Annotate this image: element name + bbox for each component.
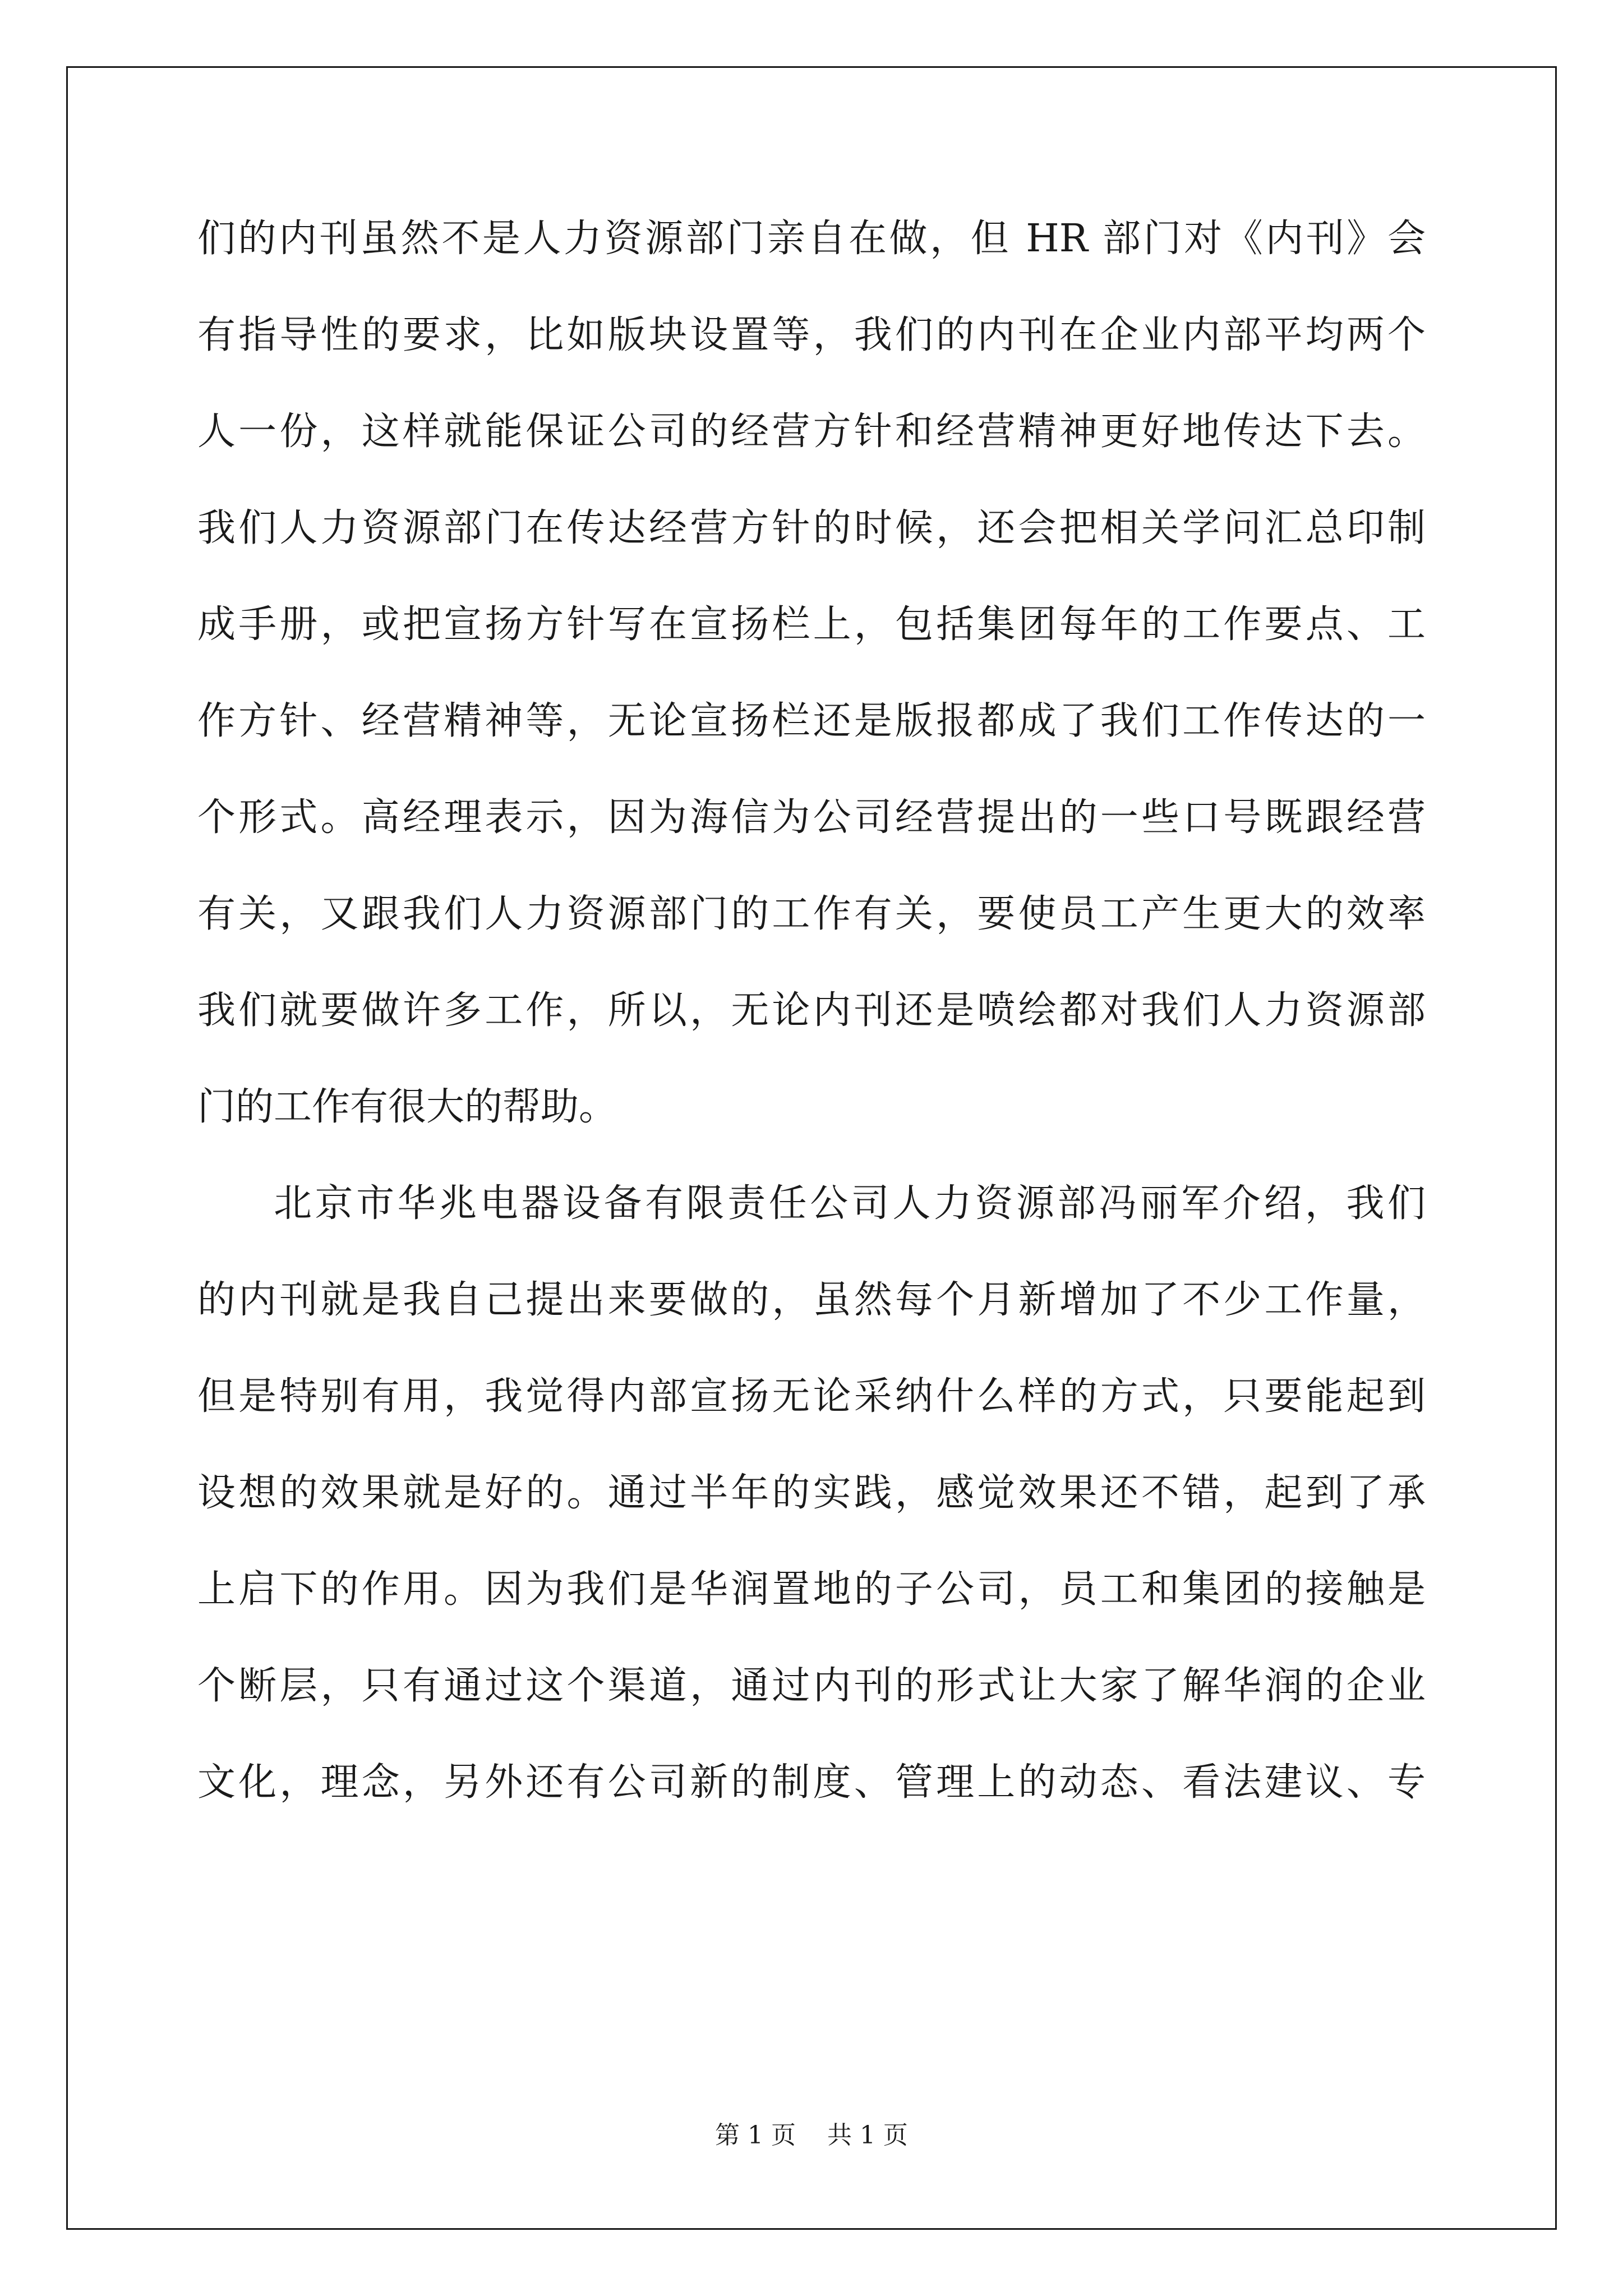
text-line: 北京市华兆电器设备有限责任公司人力资源部冯丽军介绍，我们 xyxy=(274,1181,1426,1226)
text-line: 的内刊就是我自己提出来要做的，虽然每个月新增加了不少工作量， xyxy=(197,1278,1426,1322)
text-line: 们的内刊虽然不是人力资源部门亲自在做，但 HR 部门对《内刊》会 xyxy=(197,217,1426,261)
text-line: 文化，理念，另外还有公司新的制度、管理上的动态、看法建议、专 xyxy=(197,1760,1426,1805)
document-body xyxy=(197,191,1426,1831)
text-line: 个形式。高经理表示，因为海信为公司经营提出的一些口号既跟经营 xyxy=(197,795,1426,840)
text-line: 有关，又跟我们人力资源部门的工作有关，要使员工产生更大的效率 xyxy=(197,892,1426,936)
text-line: 上启下的作用。因为我们是华润置地的子公司，员工和集团的接触是 xyxy=(197,1567,1426,1612)
text-line: 但是特别有用，我觉得内部宣扬无论采纳什么样的方式，只要能起到 xyxy=(197,1374,1426,1419)
text-line: 人一份，这样就能保证公司的经营方针和经营精神更好地传达下去。 xyxy=(197,409,1426,454)
text-line: 我们人力资源部门在传达经营方针的时候，还会把相关学问汇总印制 xyxy=(197,506,1426,550)
page-footer: 第 1 页 共 1 页 xyxy=(715,2121,908,2150)
text-line: 作方针、经营精神等，无论宣扬栏还是版报都成了我们工作传达的一 xyxy=(197,699,1426,743)
text-line: 设想的效果就是好的。通过半年的实践，感觉效果还不错，起到了承 xyxy=(197,1471,1426,1515)
text-line: 我们就要做许多工作，所以，无论内刊还是喷绘都对我们人力资源部 xyxy=(197,988,1426,1033)
text-line: 有指导性的要求，比如版块设置等，我们的内刊在企业内部平均两个 xyxy=(197,313,1426,357)
text-line: 个断层，只有通过这个渠道，通过内刊的形式让大家了解华润的企业 xyxy=(197,1664,1426,1708)
text-line: 门的工作有很大的帮助。 xyxy=(197,1085,617,1129)
text-line: 成手册，或把宣扬方针写在宣扬栏上，包括集团每年的工作要点、工 xyxy=(197,602,1426,647)
